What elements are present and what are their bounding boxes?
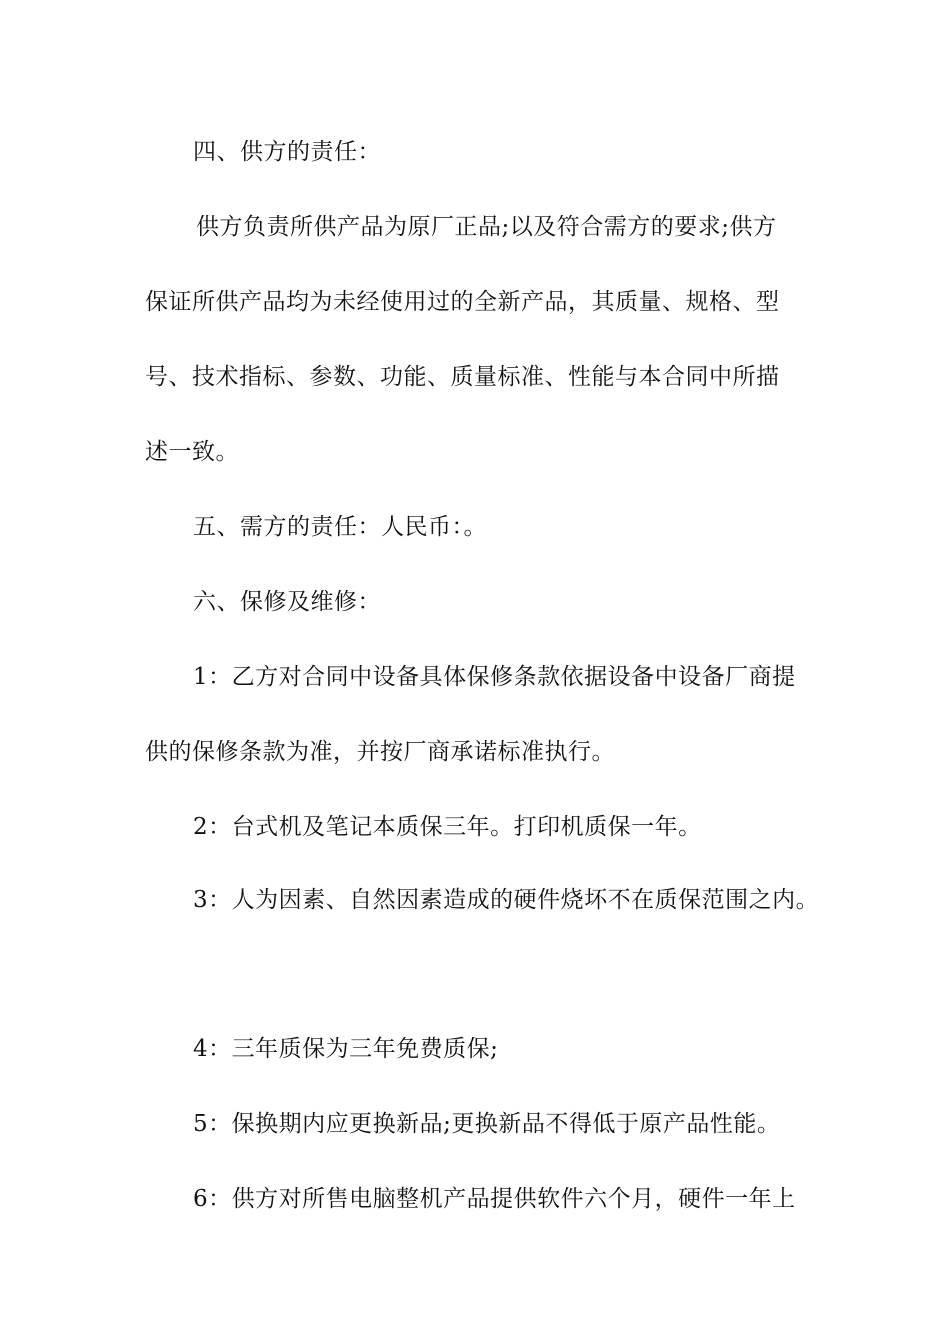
list-item-line: 3：人为因素、自然因素造成的硬件烧坏不在质保范围之内。 (193, 887, 820, 913)
list-item-line: 5：保换期内应更换新品;更换新品不得低于原产品性能。 (193, 1111, 781, 1137)
paragraph-line: 保证所供产品均为未经使用过的全新产品，其质量、规格、型 (145, 289, 780, 315)
list-item-line: 供的保修条款为准，并按厂商承诺标准执行。 (145, 739, 615, 765)
paragraph-line: 号、技术指标、参数、功能、质量标准、性能与本合同中所描 (145, 364, 780, 390)
list-item-line: 1：乙方对合同中设备具体保修条款依据设备中设备厂商提 (193, 664, 796, 690)
list-item-line: 2：台式机及笔记本质保三年。打印机质保一年。 (193, 814, 702, 840)
paragraph-line: 供方负责所供产品为原厂正品;以及符合需方的要求;供方 (196, 214, 777, 240)
list-item-line: 6：供方对所售电脑整机产品提供软件六个月，硬件一年上 (193, 1186, 796, 1212)
section-heading-supplier-responsibility: 四、供方的责任： (193, 139, 381, 165)
list-item-line: 4：三年质保为三年免费质保; (193, 1036, 499, 1062)
paragraph-line: 述一致。 (145, 439, 239, 465)
section-heading-warranty: 六、保修及维修： (193, 589, 381, 615)
section-heading-buyer-responsibility: 五、需方的责任：人民币：。 (193, 514, 487, 540)
